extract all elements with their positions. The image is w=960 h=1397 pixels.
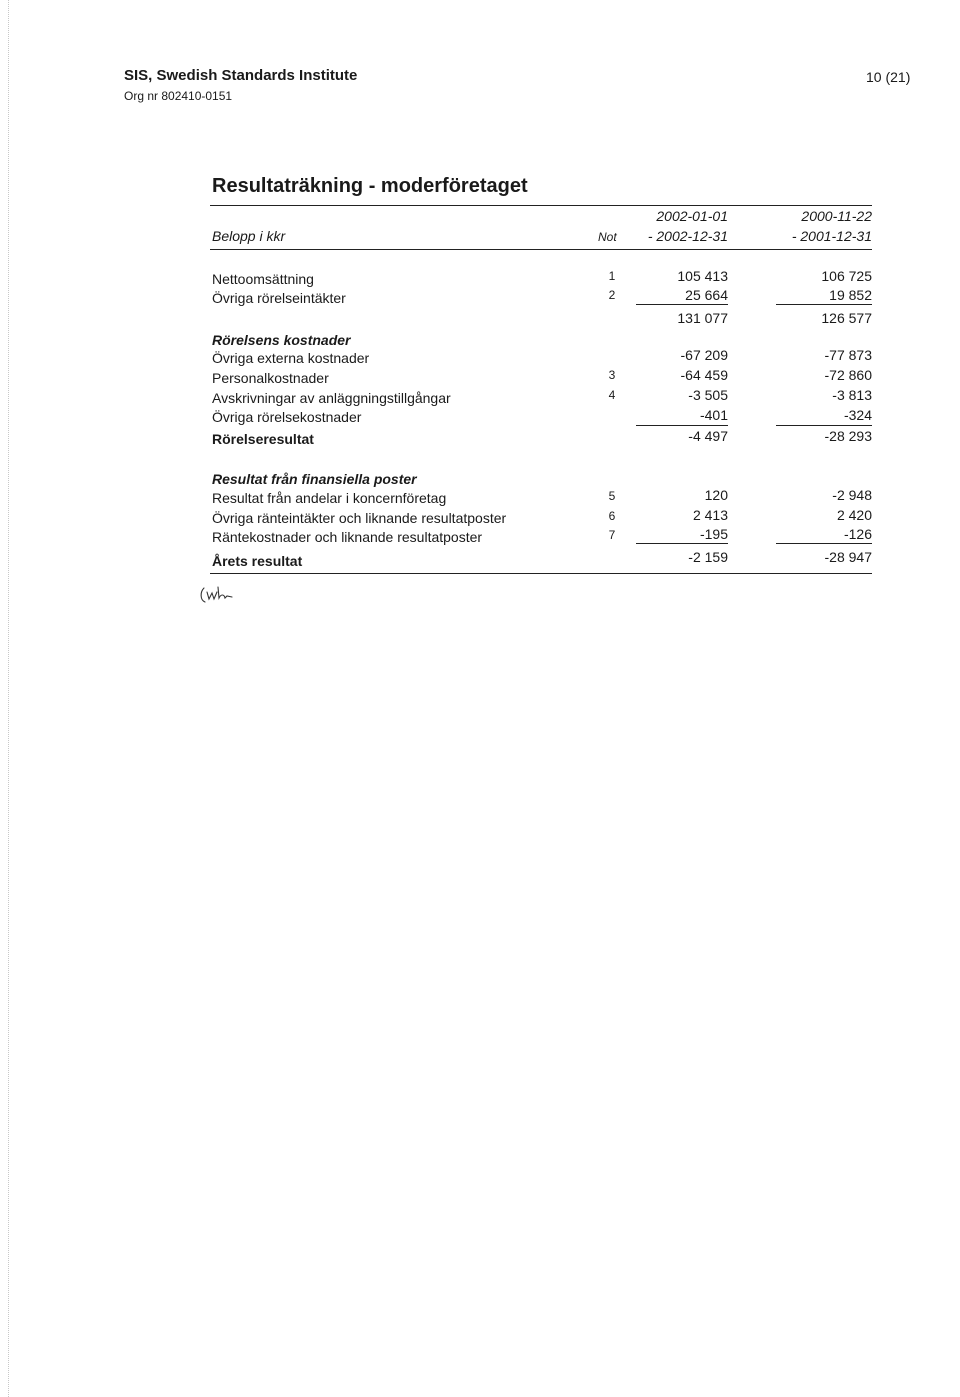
row-label: Resultat från andelar i koncernföretag	[212, 490, 447, 506]
row-label: Övriga externa kostnader	[212, 350, 370, 366]
row-label: Övriga rörelseintäkter	[212, 290, 346, 306]
row-current-value: 2 413	[692, 507, 728, 523]
row-note: 7	[608, 528, 616, 542]
row-label: Räntekostnader och liknande resultatposter	[212, 529, 483, 545]
subtotal-rule	[636, 543, 728, 544]
row-note: 3	[608, 368, 616, 382]
row-prior-value: -324	[843, 407, 872, 423]
amount-unit-label: Belopp i kkr	[212, 228, 286, 244]
row-current-value: -3 505	[688, 387, 728, 403]
section-heading: Rörelsens kostnader	[212, 332, 351, 348]
row-prior-value: -72 860	[824, 367, 872, 383]
net-result-prior: -28 947	[824, 549, 872, 565]
row-label: Årets resultat	[212, 553, 303, 569]
organization-number: Org nr 802410-0151	[124, 89, 233, 103]
row-prior-value: 106 725	[821, 268, 872, 284]
row-label: Avskrivningar av anläggningstillgångar	[212, 390, 451, 406]
row-current-value: -401	[699, 407, 728, 423]
row-prior-value: 2 420	[836, 507, 872, 523]
row-note: 6	[608, 509, 616, 523]
row-note: 5	[608, 489, 616, 503]
header-rule	[210, 249, 872, 250]
net-result-current: -2 159	[688, 549, 728, 565]
row-note: 4	[608, 388, 616, 402]
row-current-value: 105 413	[677, 268, 728, 284]
subtotal-prior-value: 126 577	[821, 310, 872, 326]
subtotal-rule	[776, 304, 872, 305]
row-prior-value: -3 813	[832, 387, 872, 403]
handwritten-initials	[198, 584, 242, 606]
row-prior-value: -126	[843, 526, 872, 542]
row-note: 2	[608, 288, 616, 302]
row-current-value: -195	[699, 526, 728, 542]
row-note: 1	[608, 269, 616, 283]
row-current-value: -67 209	[680, 347, 728, 363]
prior-period-end: - 2001-12-31	[791, 228, 872, 244]
scan-edge-artifact	[8, 0, 9, 1397]
row-current-value: 25 664	[685, 287, 728, 303]
row-current-value: 120	[704, 487, 728, 503]
row-prior-value: -2 948	[832, 487, 872, 503]
subtotal-rule	[636, 304, 728, 305]
row-label: Rörelseresultat	[212, 431, 314, 447]
operating-result-prior: -28 293	[824, 428, 872, 444]
page-number: 10 (21)	[866, 69, 911, 85]
organization-name: SIS, Swedish Standards Institute	[124, 67, 358, 84]
subtotal-rule	[776, 543, 872, 544]
row-label: Övriga rörelsekostnader	[212, 409, 362, 425]
row-prior-value: -77 873	[824, 347, 872, 363]
row-current-value: -64 459	[680, 367, 728, 383]
note-column-header: Not	[598, 230, 617, 244]
page-title: Resultaträkning - moderföretaget	[212, 175, 528, 197]
title-rule	[210, 205, 872, 206]
subtotal-rule	[776, 425, 872, 426]
row-label: Nettoomsättning	[212, 271, 314, 287]
closing-rule	[210, 573, 872, 574]
subtotal-rule	[636, 425, 728, 426]
row-label: Personalkostnader	[212, 370, 329, 386]
prior-period-start: 2000-11-22	[801, 208, 872, 224]
row-prior-value: 19 852	[829, 287, 872, 303]
operating-result-current: -4 497	[688, 428, 728, 444]
row-label: Övriga ränteintäkter och liknande resultatposter	[212, 510, 507, 526]
current-period-end: - 2002-12-31	[647, 228, 728, 244]
section-heading: Resultat från finansiella poster	[212, 471, 417, 487]
current-period-start: 2002-01-01	[656, 208, 728, 224]
subtotal-current-value: 131 077	[677, 310, 728, 326]
